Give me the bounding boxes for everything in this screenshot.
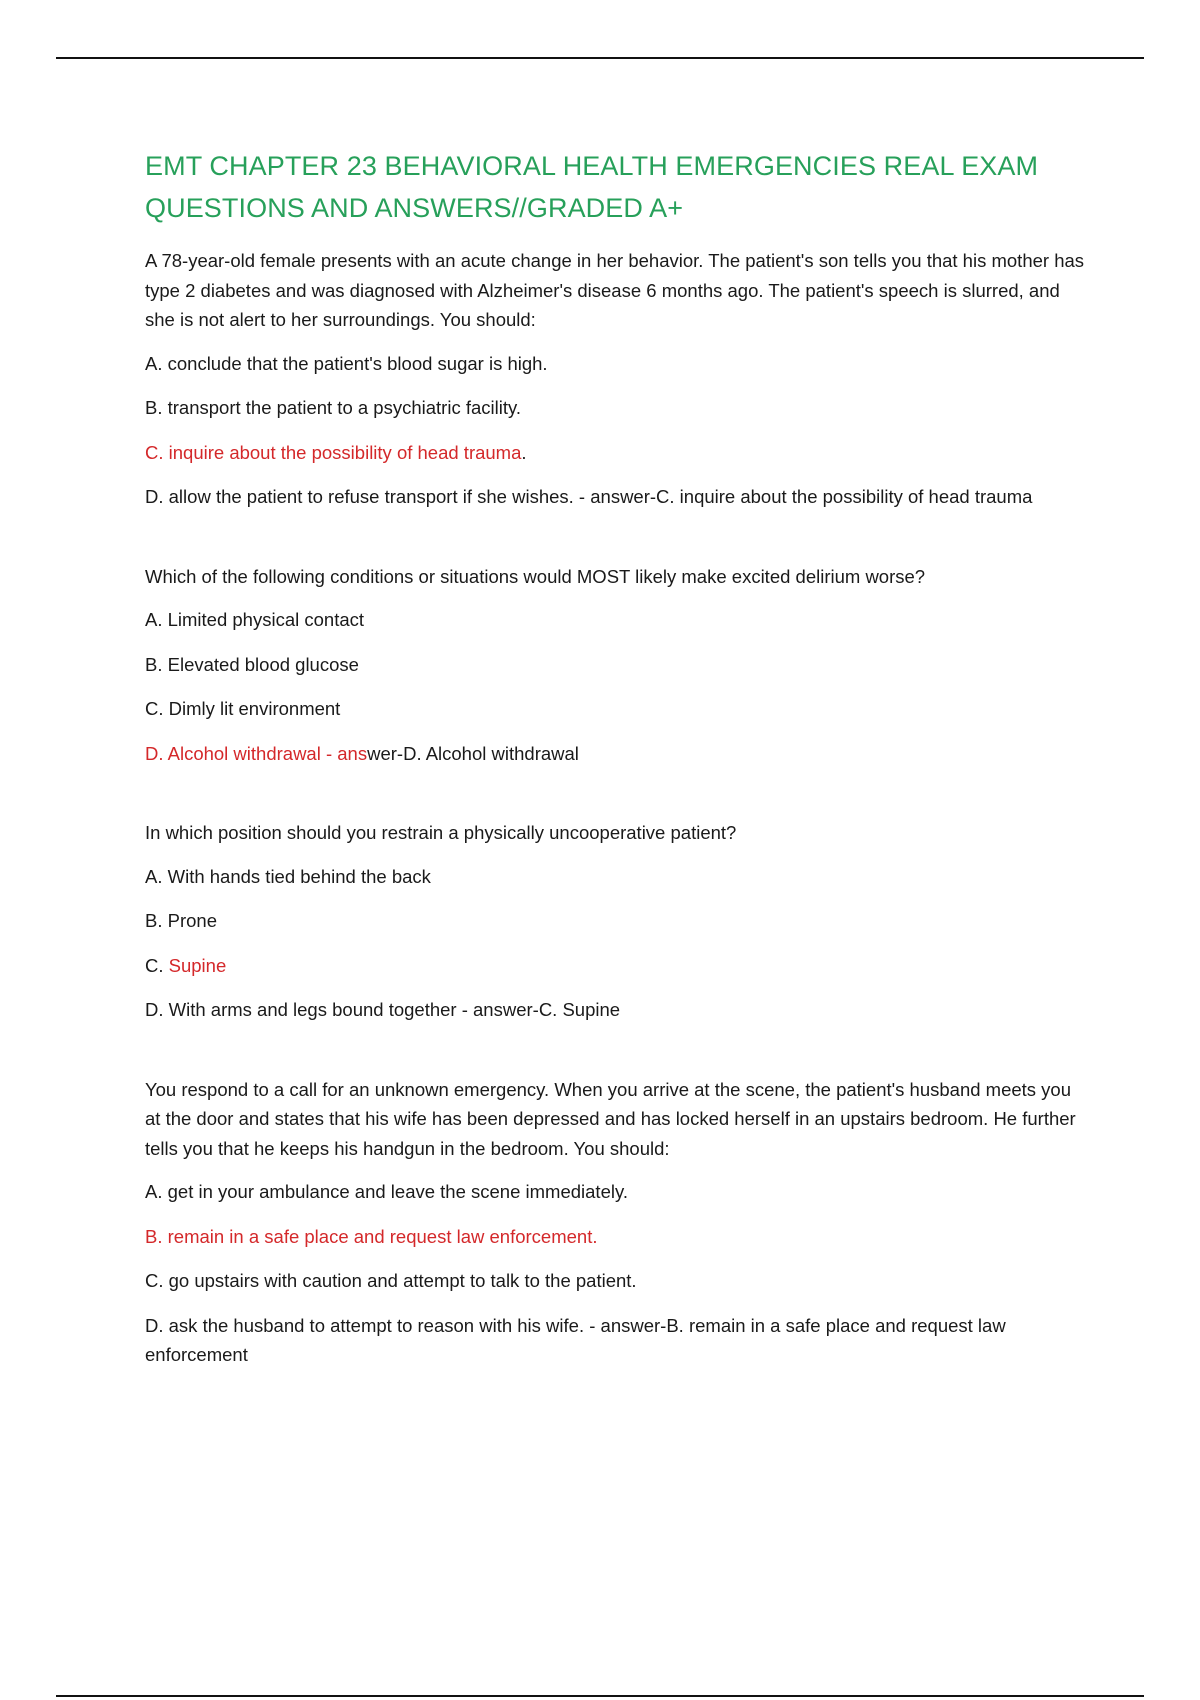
option-c-correct [145, 438, 1090, 468]
question-text: Which of the following conditions or situations would MOST likely make excited delirium worse? [145, 565, 926, 587]
option-c: C. go upstairs with caution and attempt to talk to the patient. [145, 1270, 637, 1291]
document-body [145, 145, 1090, 1420]
highlighted-answer: C. inquire about the possibility of head trauma [145, 441, 522, 463]
option-a: A. conclude that the patient's blood sugar is high. [145, 352, 548, 374]
option-b-correct: B. remain in a safe place and request law enforcement. [145, 1225, 598, 1247]
option-a: A. With hands tied behind the back [145, 865, 431, 887]
option-c: C. Dimly lit environment [145, 698, 341, 719]
option-b: B. Prone [145, 910, 217, 931]
question-text: In which position should you restrain a physically uncooperative patient? [145, 822, 737, 843]
question-text: A 78-year-old female presents with an acute change in her behavior. The patient's son tells you that his mother has type 2 diabetes and was diagnosed with Alzheimer's disease 6 months ago. The patient's speech is slurred, and she is not alert to her surroundings. You should: [145, 250, 1085, 330]
document-title: EMT CHAPTER 23 BEHAVIORAL HEALTH EMERGENCIES REAL EXAM QUESTIONS AND ANSWERS//GRADED A+ [145, 151, 1039, 223]
option-b: B. Elevated blood glucose [145, 653, 359, 675]
option-d-with-answer: D. ask the husband to attempt to reason with his wife. - answer-B. remain in a safe place and request law enforcement [145, 1314, 1006, 1365]
option-a: A. get in your ambulance and leave the scene immediately. [145, 1181, 628, 1202]
option-text-rest: wer-D. Alcohol withdrawal [367, 742, 579, 764]
highlighted-answer: Supine [168, 954, 227, 976]
question-block-3 [145, 818, 1090, 1025]
option-b: B. transport the patient to a psychiatric facility. [145, 397, 521, 418]
option-d-correct [145, 739, 1090, 769]
option-prefix: C. [145, 954, 169, 976]
option-text-rest: . [521, 441, 527, 463]
highlighted-answer: D. Alcohol withdrawal - ans [145, 742, 368, 764]
question-block-4 [145, 1075, 1090, 1370]
option-a: A. Limited physical contact [145, 609, 365, 630]
question-block-2 [145, 562, 1090, 769]
option-c-correct [145, 951, 1090, 981]
question-block-1 [145, 246, 1090, 512]
bottom-rule [56, 1695, 1144, 1697]
option-d-with-answer: D. allow the patient to refuse transport if she wishes. - answer-C. inquire about the possibility of head trauma [145, 486, 1033, 507]
top-rule [56, 57, 1144, 59]
option-d-with-answer: D. With arms and legs bound together - answer-C. Supine [145, 999, 621, 1020]
question-text: You respond to a call for an unknown emergency. When you arrive at the scene, the patient's husband meets you at the door and states that his wife has been depressed and has locked herself in an upstairs bedroom. He further tells you that he keeps his handgun in the bedroom. You should: [145, 1078, 1076, 1159]
